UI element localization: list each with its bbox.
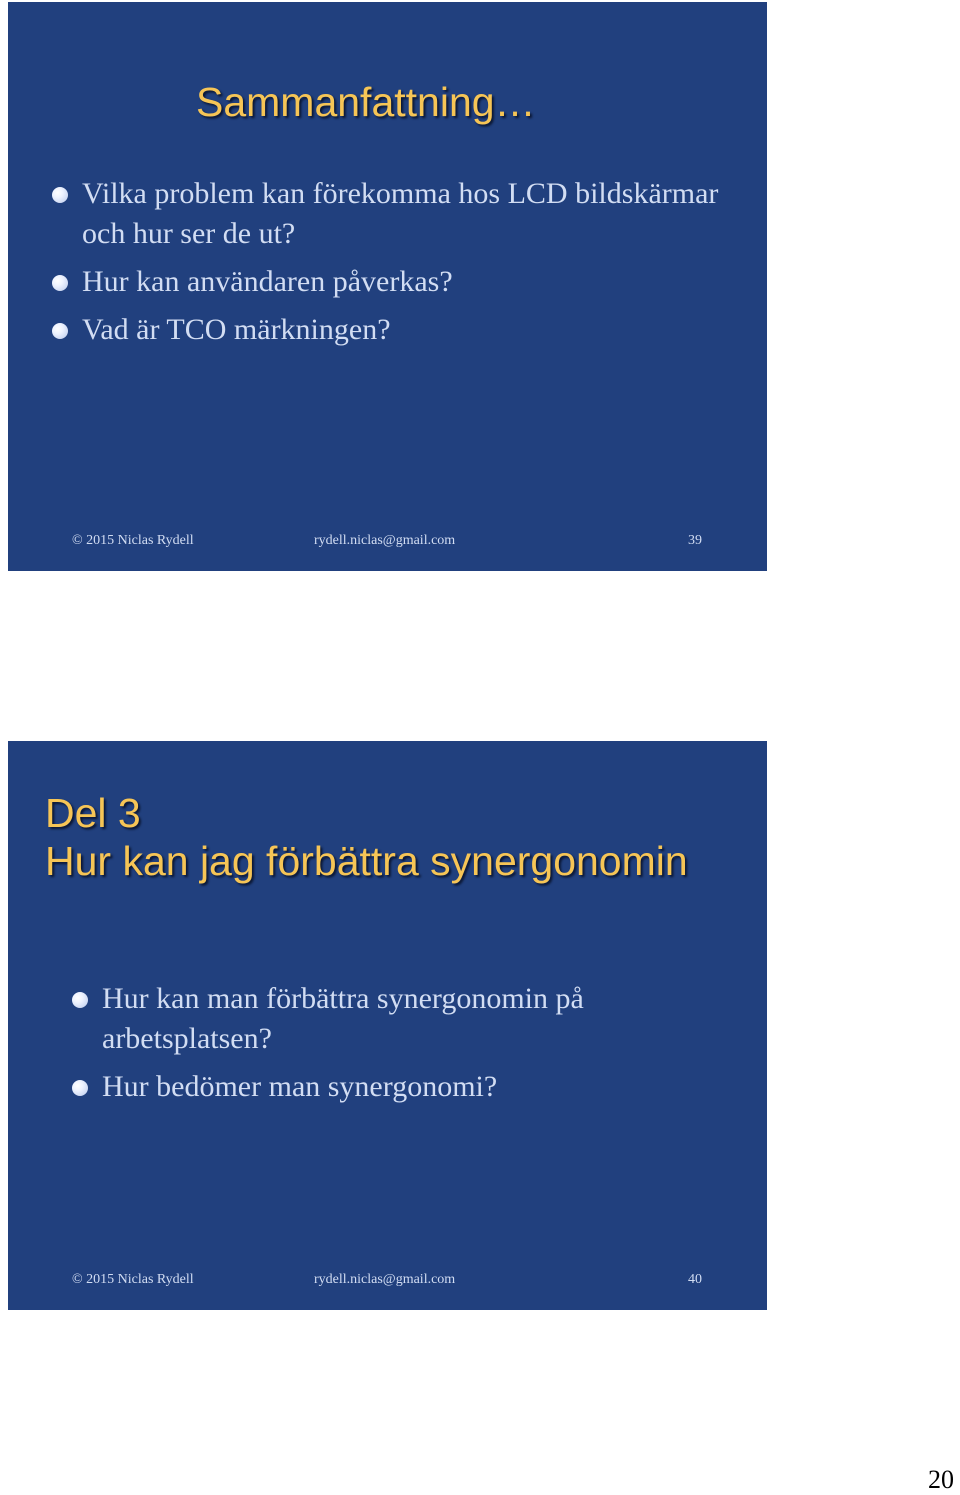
bullet-text: Vilka problem kan förekomma hos LCD bildskärmar och hur ser de ut? <box>82 177 719 250</box>
bullet-dot-icon <box>72 992 88 1008</box>
footer-email: rydell.niclas@gmail.com <box>314 533 456 548</box>
footer-slide-number: 39 <box>688 533 702 548</box>
bullet-text: Vad är TCO märkningen? <box>82 313 391 346</box>
bullet-dot-icon <box>72 1080 88 1096</box>
title-line: Hur kan jag förbättra synergonomin <box>45 838 688 884</box>
slide-title <box>45 789 688 885</box>
slide-39 <box>8 2 767 571</box>
footer-email: rydell.niclas@gmail.com <box>314 1272 456 1287</box>
bullet-text: Hur kan man förbättra synergonomin på arbetsplatsen? <box>102 982 584 1055</box>
slide-footer <box>8 1270 767 1290</box>
slide-footer <box>8 531 767 551</box>
bullet-text: Hur kan användaren påverkas? <box>82 265 453 298</box>
title-line: Sammanfattning… <box>196 79 536 125</box>
list-item <box>52 310 752 350</box>
list-item <box>72 979 712 1059</box>
list-item <box>52 174 752 254</box>
bullet-list <box>72 979 712 1115</box>
page-number: 20 <box>928 1465 954 1494</box>
slide-40 <box>8 741 767 1310</box>
slide-title <box>196 78 536 126</box>
list-item <box>72 1067 712 1107</box>
bullet-dot-icon <box>52 275 68 291</box>
footer-copyright: © 2015 Niclas Rydell <box>72 533 194 548</box>
bullet-list <box>52 174 752 358</box>
footer-slide-number: 40 <box>688 1272 702 1287</box>
bullet-dot-icon <box>52 187 68 203</box>
list-item <box>52 262 752 302</box>
title-line: Del 3 <box>45 790 141 836</box>
bullet-dot-icon <box>52 323 68 339</box>
footer-copyright: © 2015 Niclas Rydell <box>72 1272 194 1287</box>
bullet-text: Hur bedömer man synergonomi? <box>102 1070 498 1103</box>
